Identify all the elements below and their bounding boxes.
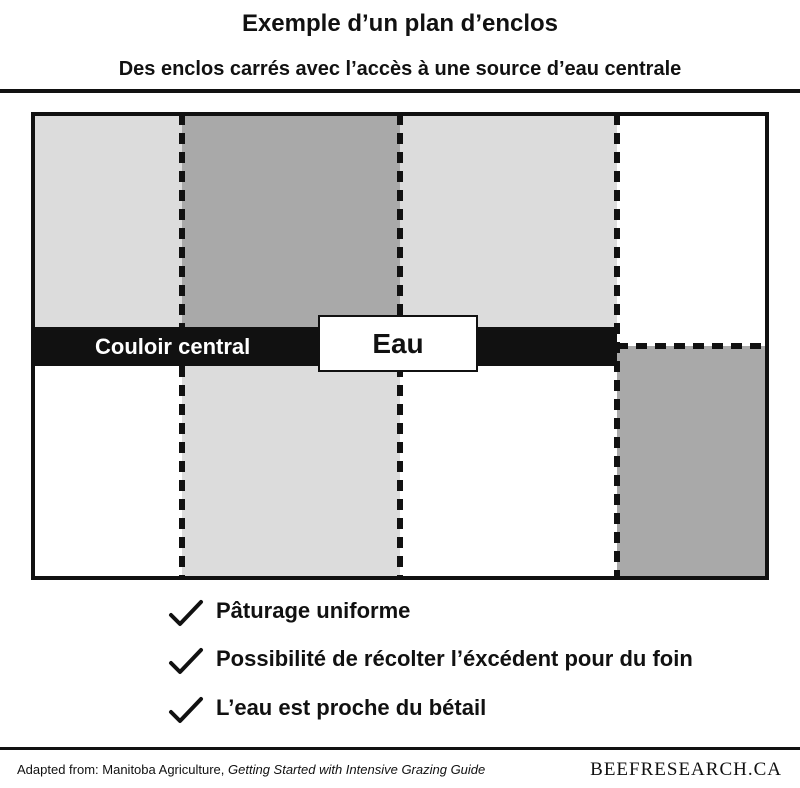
brand-logo-text: BEEFRESEARCH.CA (590, 759, 782, 780)
corridor-label: Couloir central (95, 334, 251, 359)
checkmark-icon (168, 695, 204, 725)
source-prefix: Adapted from: Manitoba Agriculture, (17, 762, 229, 777)
paddock-top-2 (182, 114, 400, 327)
checkmark-icon (168, 646, 204, 676)
water-label: Eau (372, 327, 424, 359)
paddock-bottom-1 (33, 366, 182, 578)
checkmark-icon (168, 598, 204, 628)
page-title: Exemple d’un plan d’enclos (241, 10, 559, 37)
footer (0, 750, 800, 788)
paddock-bottom-3 (400, 366, 617, 578)
paddock-top-1 (33, 114, 182, 327)
page-subtitle: Des enclos carrés avec l’accès à une source d’eau centrale (118, 58, 682, 80)
source-title: Getting Started with Intensive Grazing Guide (228, 762, 486, 777)
water-source-box (318, 315, 478, 372)
paddock-bottom-2 (182, 366, 400, 578)
benefit-text: Pâturage uniforme (216, 598, 411, 623)
paddock-top-3 (400, 114, 617, 327)
paddock-bottom-4 (617, 346, 767, 578)
paddock-top-4 (617, 114, 767, 346)
benefit-text: L’eau est proche du bétail (216, 695, 487, 720)
source-citation (17, 762, 485, 777)
benefit-text: Possibilité de récolter l’éxcédent pour du foin (216, 646, 693, 671)
